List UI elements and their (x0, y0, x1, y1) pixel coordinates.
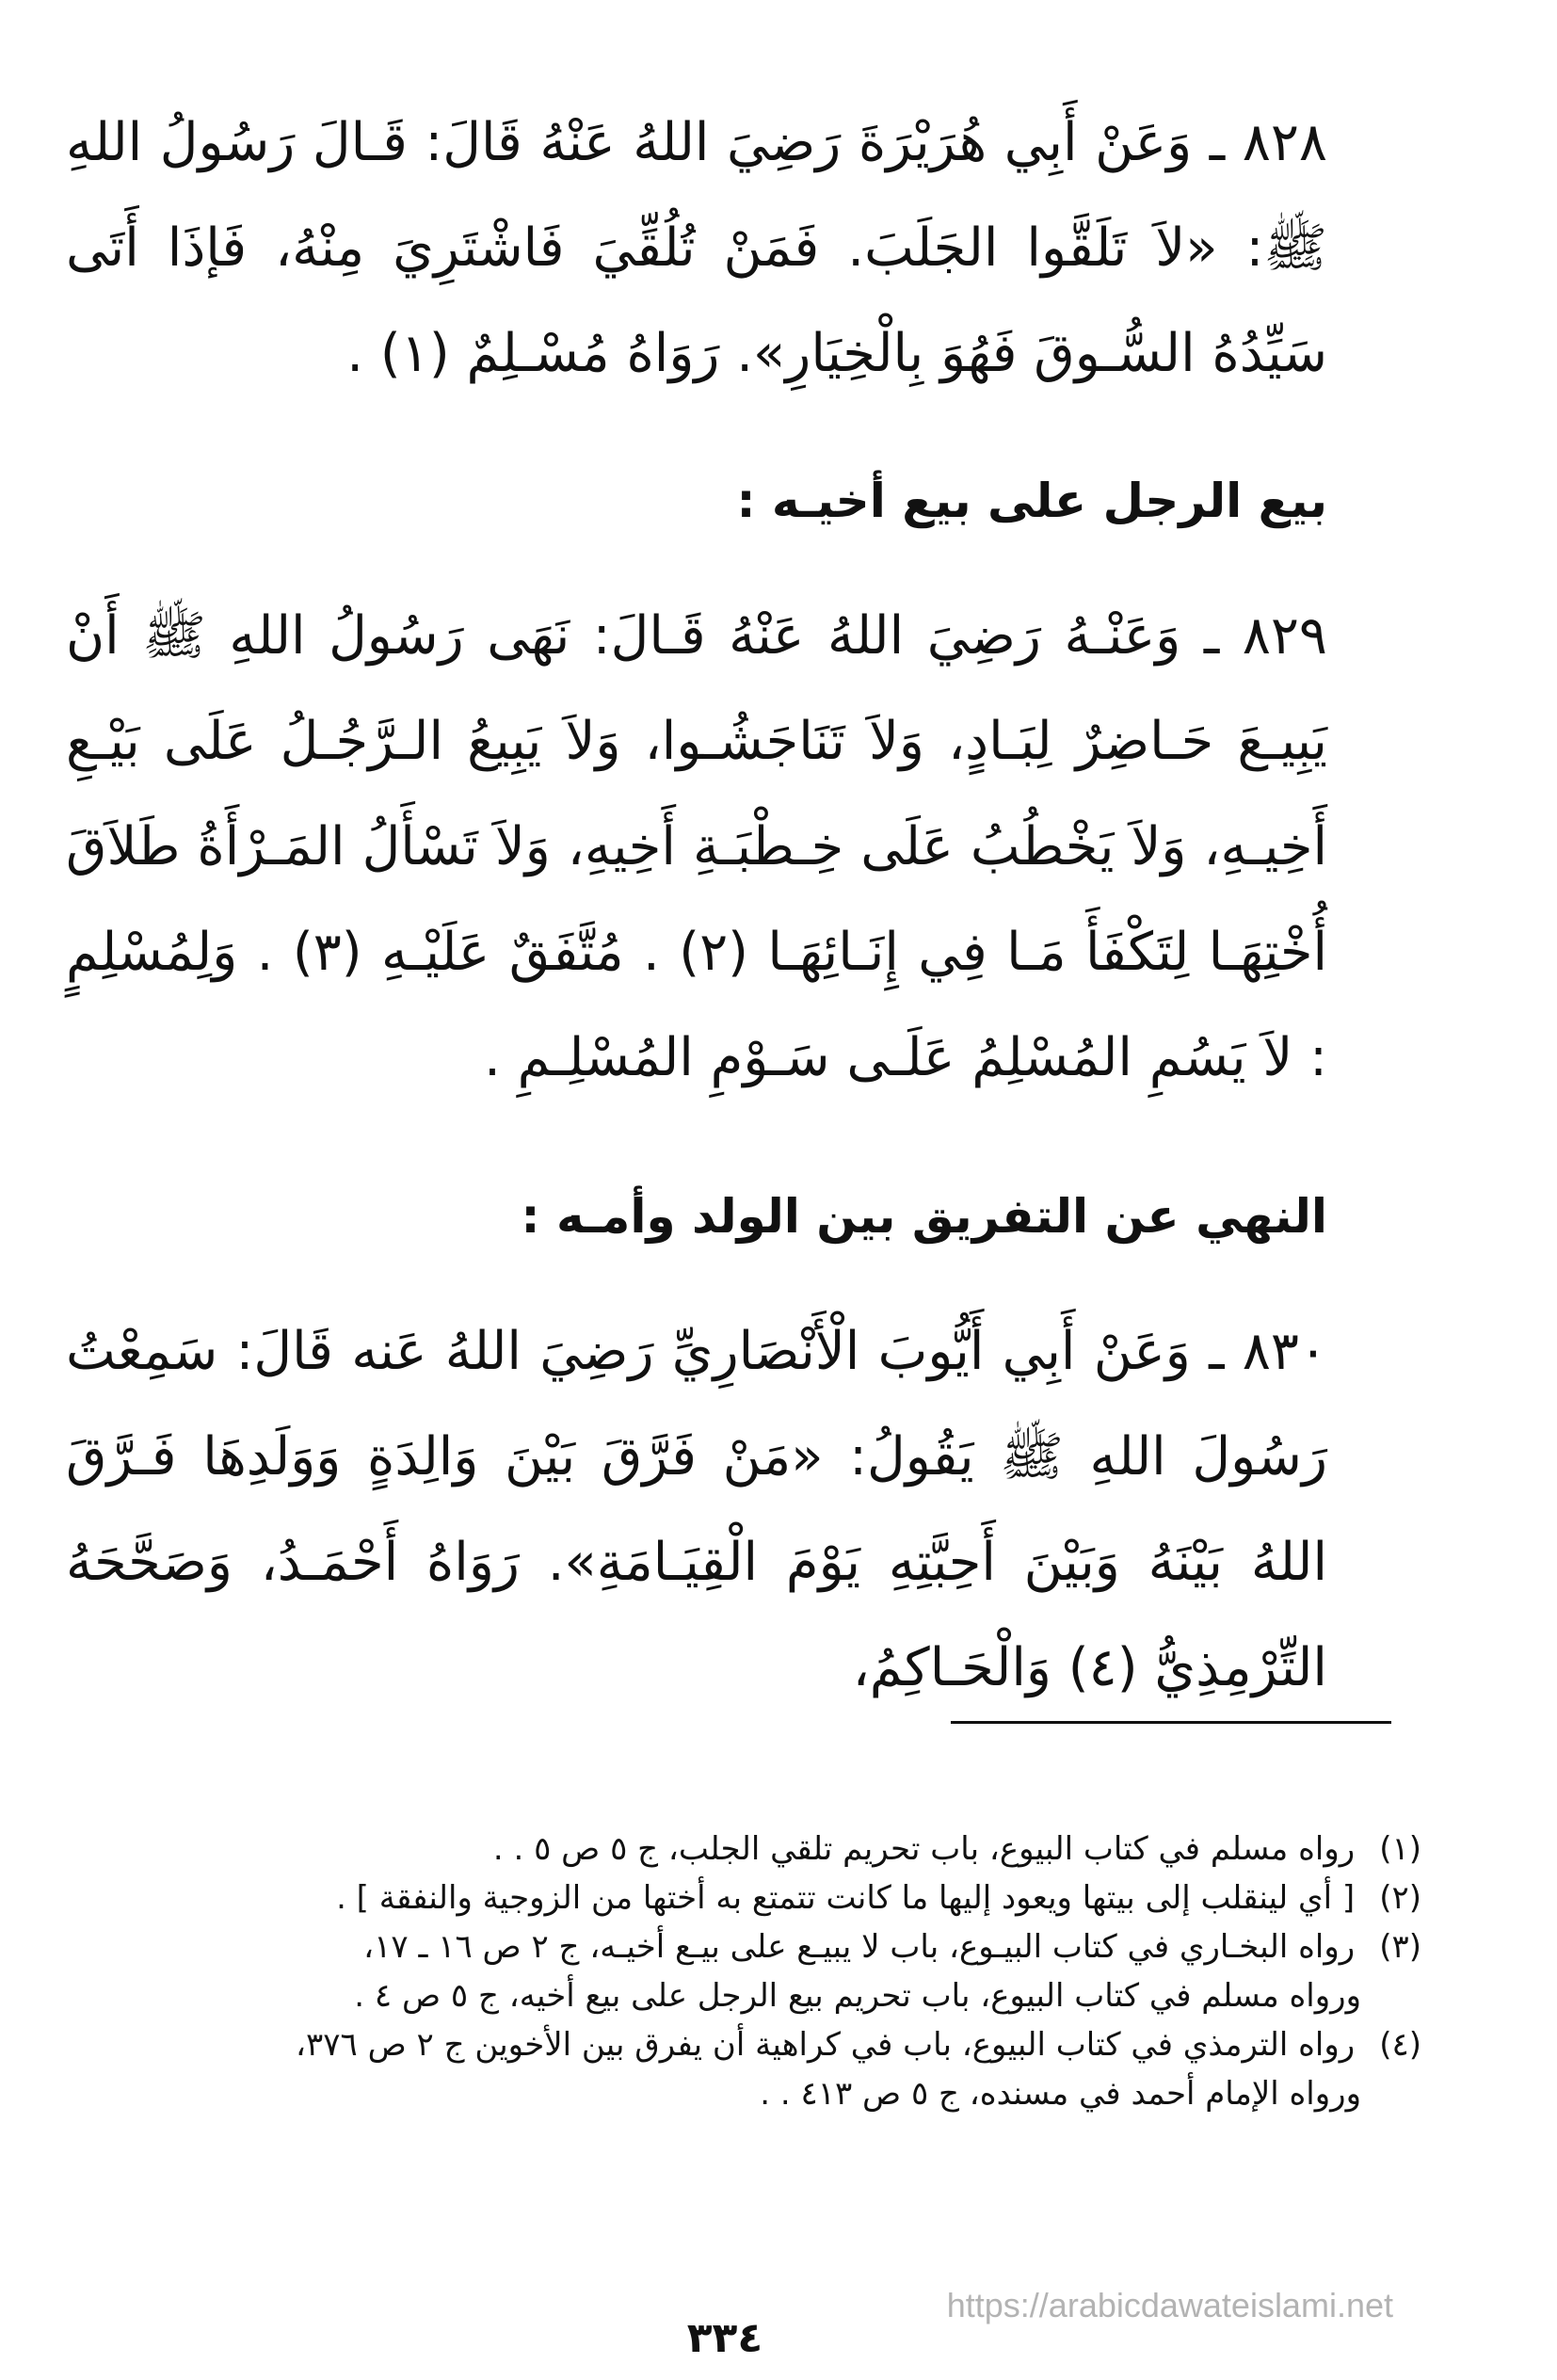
hadith-830-text: ٨٣٠ ـ وَعَنْ أَبِي أَيُّوبَ الْأَنْصَارِيِّ رَضِيَ اللهُ عَنه قَالَ: سَمِعْتُ رَسُولَ اللهِ ﷺ يَقُولُ: «مَنْ فَرَّقَ بَيْنَ وَالِدَةٍ وَوَلَدِهَا فَـرَّقَ اللهُ بَيْنَهُ وَبَيْنَ أَحِبَّتِهِ يَوْمَ الْقِيَـامَةِ». رَوَاهُ أَحْمَـدُ، وَصَحَّحَهُ التِّرْمِذِيُّ (٤) وَالْحَـاكِمُ، (66, 1321, 1327, 1698)
section-heading-1-block (66, 463, 1327, 539)
watermark-url: https://arabicdawateislami.net (946, 2286, 1393, 2324)
footnote-number: (٤) (1379, 2026, 1421, 2064)
footnote-4 (66, 2020, 1421, 2118)
footnote-number: (٣) (1379, 1928, 1421, 1966)
hadith-829-text: ٨٢٩ ـ وَعَنْـهُ رَضِيَ اللهُ عَنْهُ قَـالَ: نَهَى رَسُولُ اللهِ ﷺ أَنْ يَبِيـعَ حَـاضِرٌ لِبَـادٍ، وَلاَ تَنَاجَشُـوا، وَلاَ يَبِيعُ الـرَّجُـلُ عَلَى بَيْـعِ أَخِيـهِ، وَلاَ يَخْطُبُ عَلَى خِـطْبَـةِ أَخِيهِ، وَلاَ تَسْأَلُ المَـرْأَةُ طَلاَقَ أُخْتِهَـا لِتَكْفَأَ مَـا فِي إِنَـائِهَـا (٢) . مُتَّفَقٌ عَلَيْـهِ (٣) . وَلِمُسْلِمٍ : لاَ يَسُمِ المُسْلِمُ عَلَـى سَـوْمِ المُسْلِـمِ . (66, 605, 1328, 1088)
footnote-text: رواه مسلم في كتاب البيوع، باب تحريم تلقي الجلب، ج ٥ ص ٥ . . (492, 1830, 1356, 1868)
page-number: ٣٣٤ (686, 2314, 763, 2362)
section-heading-bay-al-rajul: بيع الرجل على بيع أخيـه : (736, 474, 1327, 528)
footnote-number: (٢) (1379, 1879, 1421, 1917)
footnotes-list (66, 1825, 1421, 2118)
hadith-828-block (66, 90, 1327, 407)
hadith-828-text: ٨٢٨ ـ وَعَنْ أَبِي هُرَيْرَةَ رَضِيَ اللهُ عَنْهُ قَالَ: قَـالَ رَسُولُ اللهِ ﷺ: «لاَ تَلَقَّوا الجَلَبَ. فَمَنْ تُلُقِّيَ فَاشْتَرِيَ مِنْهُ، فَإذَا أَتَى سَيِّدُهُ السُّـوقَ فَهُوَ بِالْخِيَارِ». رَوَاهُ مُسْـلِمٌ (١) . (66, 112, 1327, 384)
footnote-3 (66, 1922, 1421, 2020)
footnote-continuation: ورواه الإمام أحمد في مسنده، ج ٥ ص ٤١٣ . . (760, 2075, 1361, 2113)
footnote-text: [ أي لينقلب إلى بيتها ويعود إليها ما كانت تتمتع به أختها من الزوجية والنفقة ] . (336, 1879, 1356, 1917)
footnote-number: (١) (1379, 1830, 1421, 1868)
footnote-text: رواه الترمذي في كتاب البيوع، باب في كراهية أن يفرق بين الأخوين ج ٢ ص ٣٧٦، (295, 2026, 1356, 2064)
footnote-text: رواه البخـاري في كتاب البيـوع، باب لا يبيـع على بيـع أخيـه، ج ٢ ص ١٦ ـ ١٧، (363, 1928, 1356, 1966)
hadith-830-block (66, 1299, 1327, 1721)
footnote-separator (951, 1721, 1391, 1724)
footnote-2 (66, 1873, 1421, 1922)
footnote-1 (66, 1825, 1421, 1873)
section-heading-2-block (66, 1179, 1327, 1254)
hadith-829-block (66, 584, 1327, 1111)
section-heading-tafriq: النهي عن التفريق بين الولد وأمـه : (521, 1189, 1327, 1244)
footnote-continuation: ورواه مسلم في كتاب البيوع، باب تحريم بيع الرجل على بيع أخيه، ج ٥ ص ٤ . (354, 1977, 1361, 2015)
